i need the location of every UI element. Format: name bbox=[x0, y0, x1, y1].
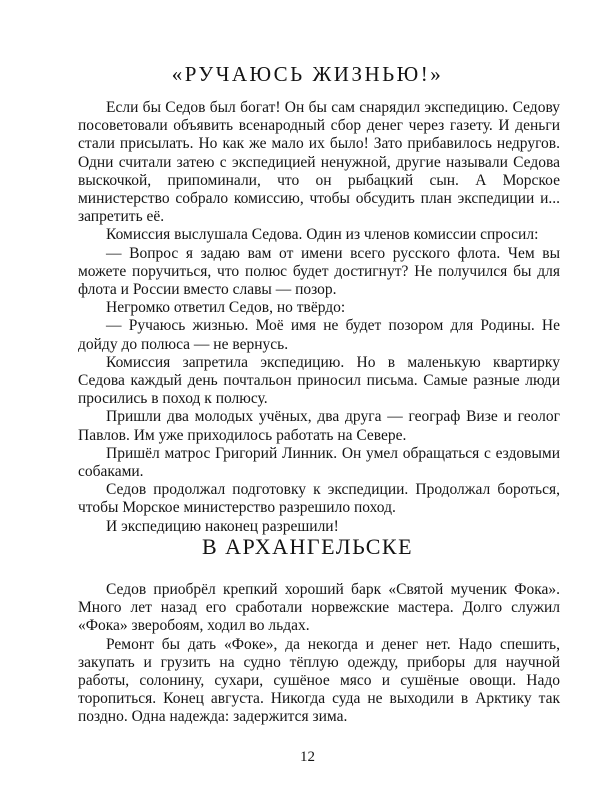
paragraph: Седов приобрёл крепкий хороший барк «Святой мученик Фока». Много лет назад его сработали норвежские мастера. Долго служил «Фока» зверобоям, ходил во льдах. bbox=[78, 581, 560, 635]
paragraph: — Вопрос я задаю вам от имени всего русского флота. Чем вы можете поручиться, что полюс будет достигнут? Не получился бы для флота и России вместо славы — позор. bbox=[78, 244, 560, 299]
chapter-title-2: В АРХАНГЕЛЬСКЕ bbox=[201, 534, 414, 559]
paragraph: Если бы Седов был богат! Он бы сам снарядил экспедицию. Седову посоветовали объявить всенародный сбор денег через газету. И деньги стали присылать. Но как же мало их было! Зато прибавилось недругов. Одни считали затею с экспедицией ненужной, другие называли Седова выскочкой, припоминали, что он рыбацкий сын. А Морское министерство собрало комиссию, чтобы обсудить план экспедиции и... запретить её. bbox=[78, 99, 560, 226]
chapter-body-1 bbox=[78, 99, 560, 536]
paragraph: Седов продолжал подготовку к экспедиции. Продолжал бороться, чтобы Морское министерство разрешило поход. bbox=[78, 481, 560, 517]
paragraph: Комиссия выслушала Седова. Один из членов комиссии спросил: bbox=[106, 226, 539, 244]
paragraph: Негромко ответил Седов, но твёрдо: bbox=[106, 299, 346, 317]
paragraph: И экспедицию наконец разрешили! bbox=[106, 517, 339, 535]
chapter-title-1: «РУЧАЮСЬ ЖИЗНЬЮ!» bbox=[171, 62, 444, 86]
paragraph: — Ручаюсь жизнью. Моё имя не будет позором для Родины. Не дойду до полюса — не вернусь. bbox=[78, 317, 560, 353]
chapter-body-2 bbox=[78, 581, 560, 727]
paragraph: Комиссия запретила экспедицию. Но в маленькую квартирку Седова каждый день почтальон приносил письма. Самые разные люди просились в поход к полюсу. bbox=[78, 353, 560, 408]
paragraph: Пришёл матрос Григорий Линник. Он умел обращаться с ездовыми собаками. bbox=[78, 444, 560, 481]
paragraph: Ремонт бы дать «Фоке», да некогда и денег нет. Надо спешить, закупать и грузить на судно тёплую одежду, приборы для научной работы, солонину, сухари, сушёное мясо и сушёные овощи. Надо торопиться. Конец августа. Никогда суда не выходили в Арктику так поздно. Одна надежда: задержится зима. bbox=[78, 635, 560, 726]
page-number: 12 bbox=[300, 749, 315, 765]
paragraph: Пришли два молодых учёных, два друга — географ Визе и геолог Павлов. Им уже приходилось работать на Севере. bbox=[78, 408, 560, 444]
